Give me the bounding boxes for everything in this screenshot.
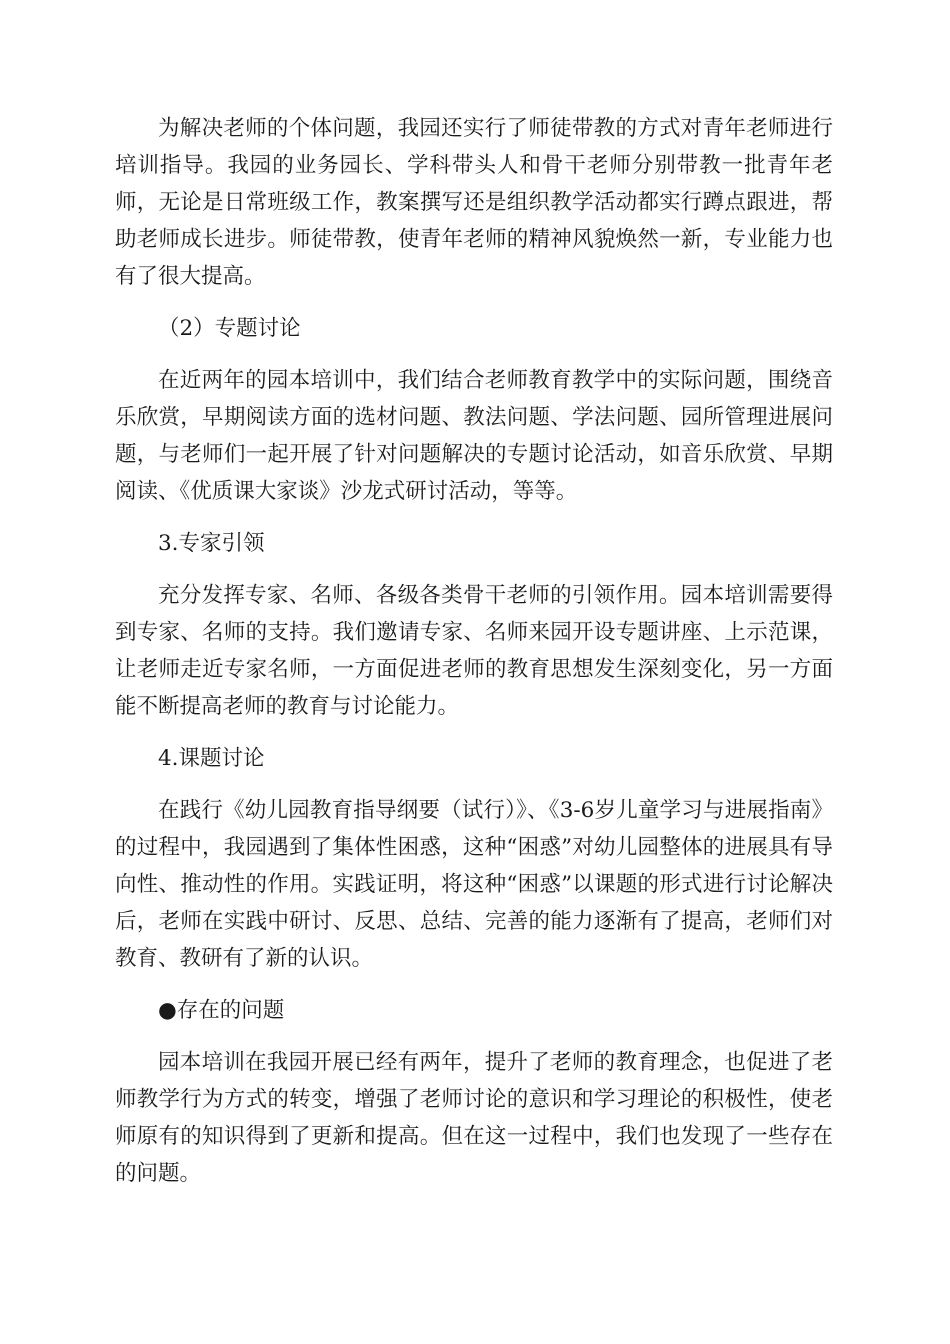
heading-project-discussion: 4.课题讨论 (158, 746, 265, 771)
heading-topic-discussion: （2）专题讨论 (158, 316, 301, 341)
paragraph-mentoring: 为解决老师的个体问题，我园还实行了师徒带教的方式对青年老师进行培训指导。我园的业务园长、学科带头人和骨干老师分别带教一批青年老师，无论是日常班级工作，教案撰写还是组织教学活动都实行蹲点跟进，帮助老师成长进步。师徒带教，使青年老师的精神风貌焕然一新，专业能力也有了很大提高。 (115, 116, 833, 289)
paragraph-project-discussion: 在践行《幼儿园教育指导纲要（试行）》、《3-6岁儿童学习与进展指南》的过程中，我园遇到了集体性困惑，这种“困惑”对幼儿园整体的进展具有导向性、推动性的作用。实践证明，将这种“困惑”以课题的形式进行讨论解决后，老师在实践中研讨、反思、总结、完善的能力逐渐有了提高，老师们对教育、教研有了新的认识。 (115, 798, 833, 971)
heading-existing-problems: ●存在的问题 (158, 998, 285, 1023)
paragraph-expert-guidance: 充分发挥专家、名师、各级各类骨干老师的引领作用。园本培训需要得到专家、名师的支持。我们邀请专家、名师来园开设专题讲座、上示范课，让老师走近专家名师，一方面促进老师的教育思想发生深刻变化，另一方面能不断提高老师的教育与讨论能力。 (115, 583, 833, 719)
heading-expert-guidance: 3.专家引领 (158, 531, 265, 556)
document-page (115, 110, 833, 1192)
paragraph-existing-problems: 园本培训在我园开展已经有两年，提升了老师的教育理念，也促进了老师教学行为方式的转变，增强了老师讨论的意识和学习理论的积极性，使老师原有的知识得到了更新和提高。但在这一过程中，我们也发现了一些存在的问题。 (115, 1050, 833, 1186)
paragraph-topic-discussion: 在近两年的园本培训中，我们结合老师教育教学中的实际问题，围绕音乐欣赏，早期阅读方面的选材问题、教法问题、学法问题、园所管理进展问题，与老师们一起开展了针对问题解决的专题讨论活动，如音乐欣赏、早期阅读、《优质课大家谈》沙龙式研讨活动，等等。 (115, 368, 833, 504)
